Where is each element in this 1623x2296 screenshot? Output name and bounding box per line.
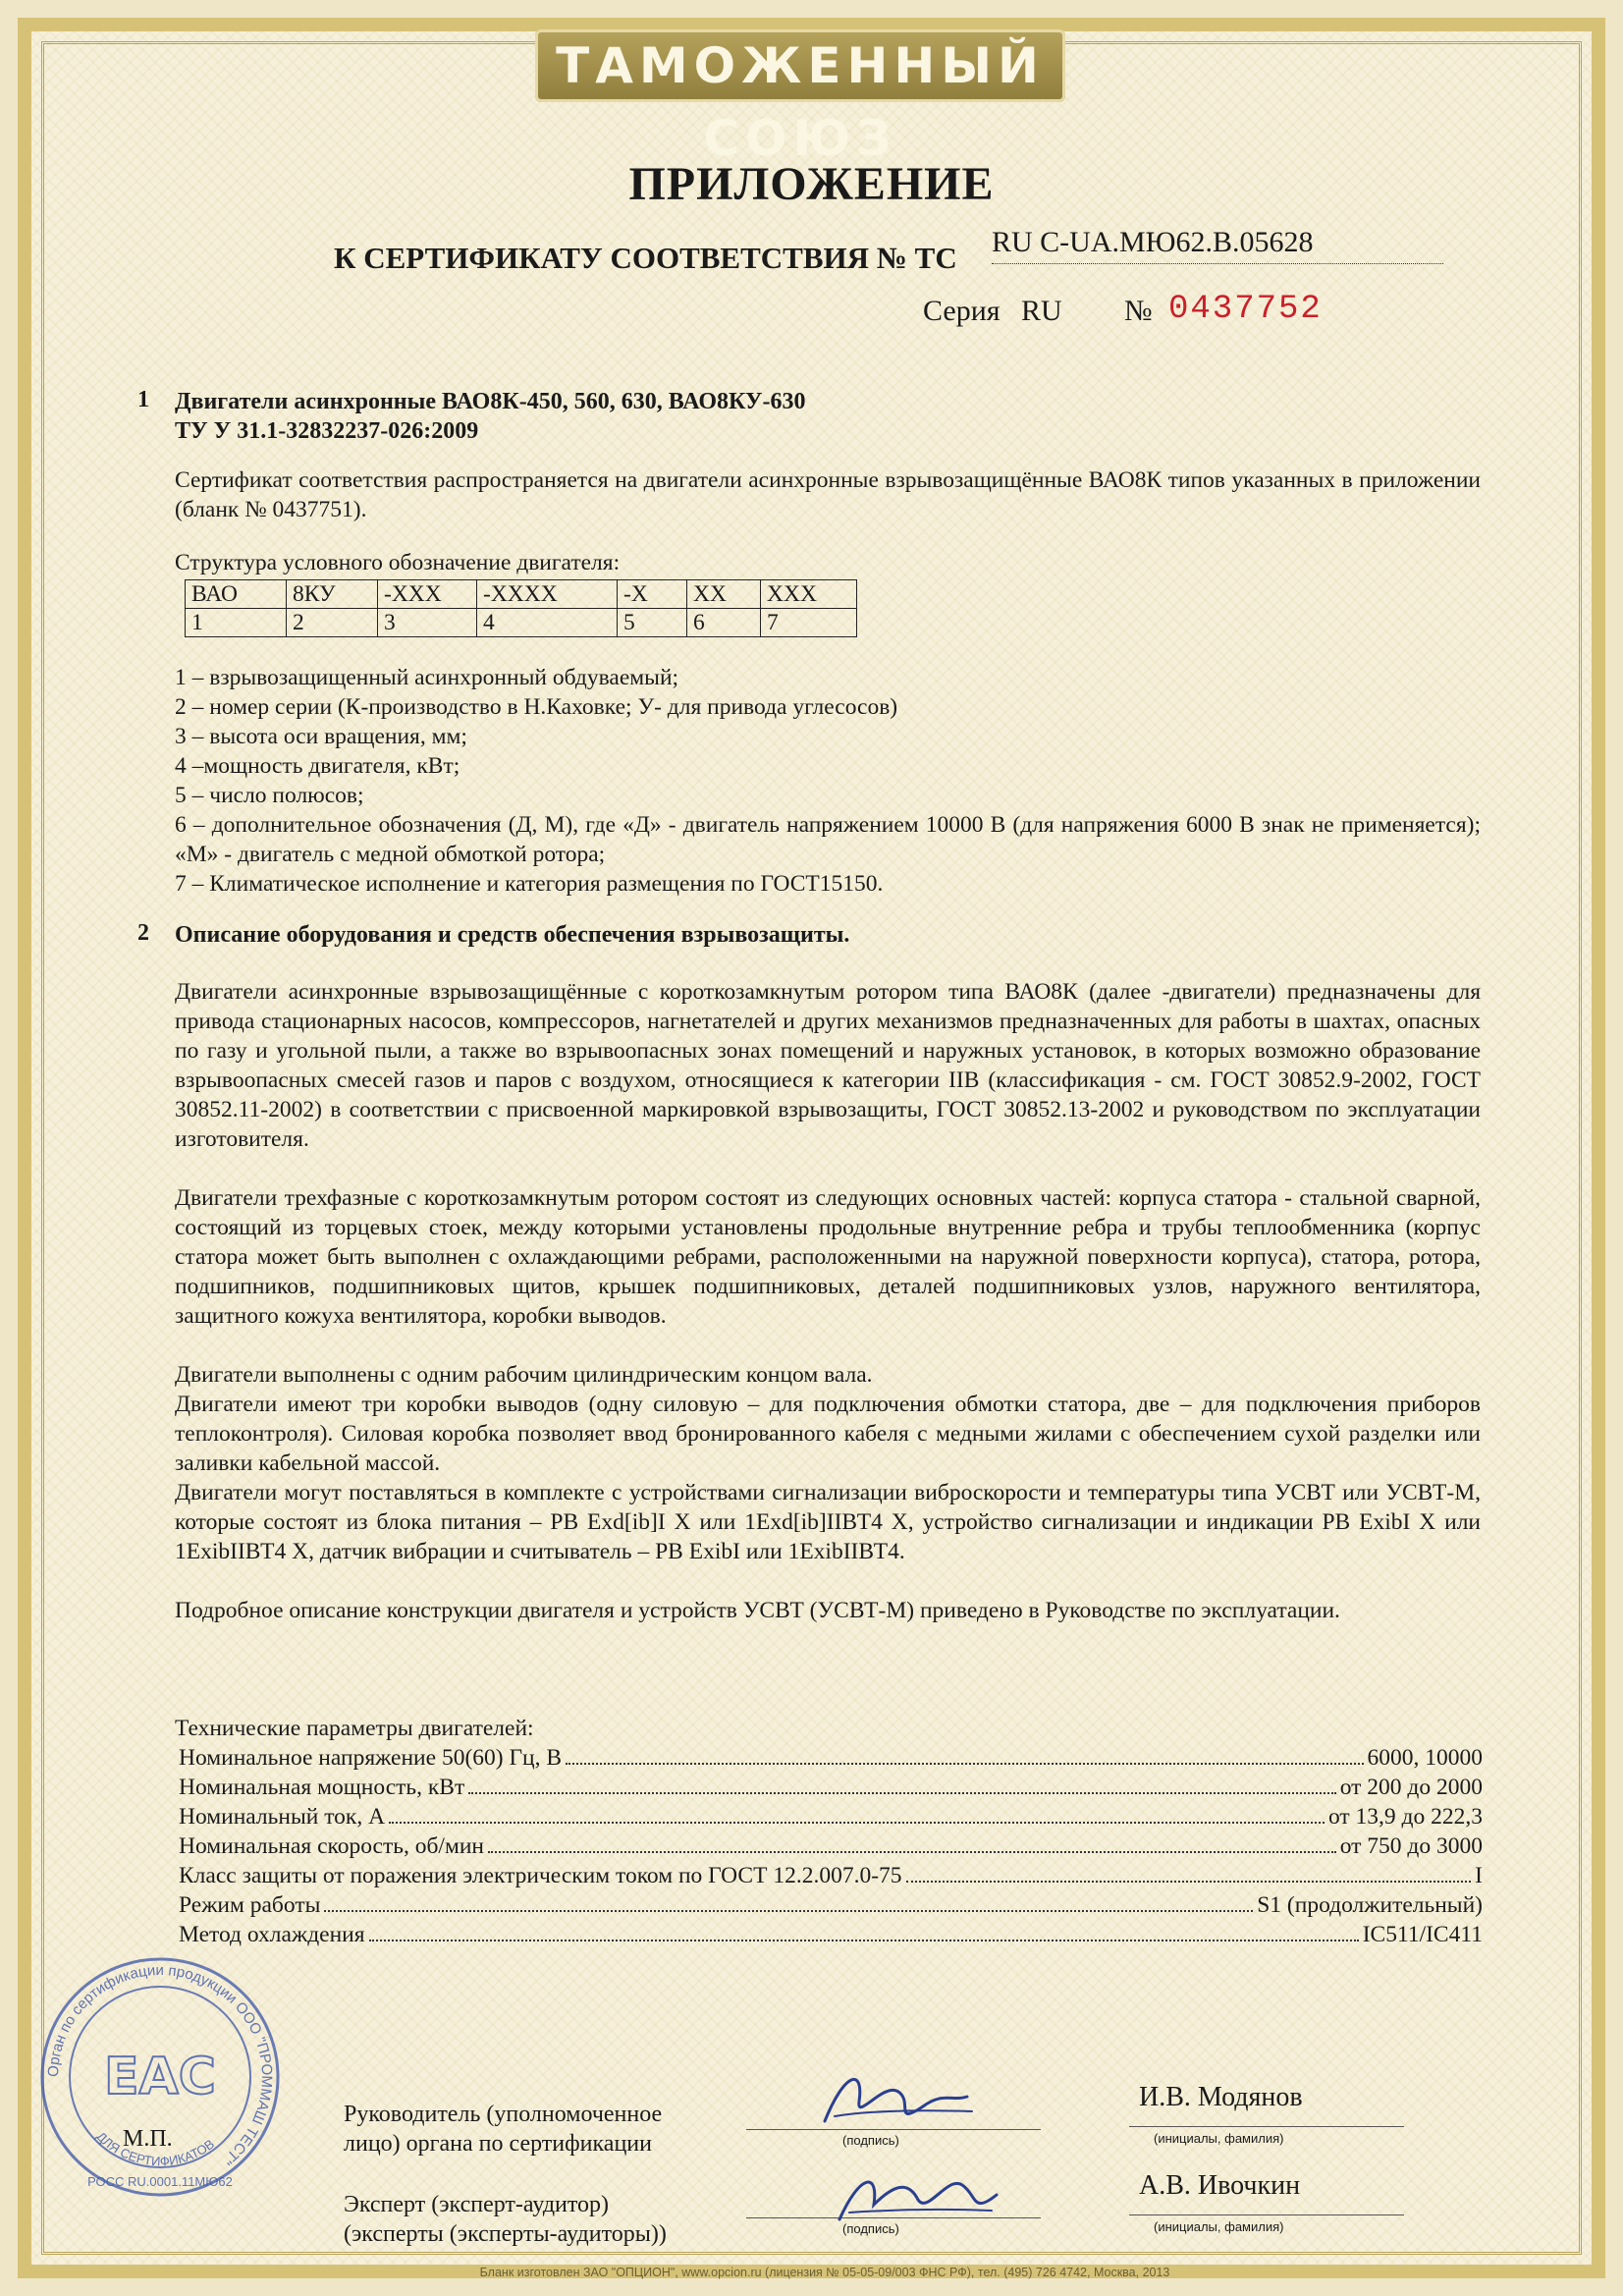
parameter-value: I [1475,1863,1483,1888]
expert-title-line1: Эксперт (эксперт-аудитор) [344,2192,610,2217]
certificate-number: RU C-UA.МЮ62.В.05628 [992,226,1443,264]
head-title-line2: лицо) органа по сертификации [344,2131,652,2157]
expert-title-line2: (эксперты (эксперты-аудиторы)) [344,2221,667,2247]
expert-handwritten-signature [825,2156,1011,2234]
stamp-inner-text: ДЛЯ СЕРТИФИКАТОВ [93,2128,217,2169]
structure-caption: Структура условного обозначение двигателя: [175,550,621,575]
description-paragraph: Двигатели имеют три коробки выводов (одну силовую – для подключения обмотки статора, две – для подключения приборов теплоконтроля). Силовая коробка позволяет ввод бронированного кабеля с медными жилами с обеспечением сухой разделки или заливки кабельной массой. [175,1392,1481,1476]
parameter-row [179,1890,1483,1920]
structure-position-cell: 7 [761,609,857,637]
expert-signature-caption: (подпись) [842,2221,899,2236]
structure-position-cell: 2 [287,609,378,637]
section-1-spec: ТУ У 31.1-32832237-026:2009 [175,418,479,444]
params-caption: Технические параметры двигателей: [175,1716,534,1741]
expert-name-caption: (инициалы, фамилия) [1154,2219,1284,2234]
technical-parameters-list [179,1743,1483,1949]
legend-item: 2 – номер серии (К-производство в Н.Каховке; У- для привода углесосов) [175,694,898,720]
parameter-name: Режим работы [179,1892,321,1918]
parameter-name: Номинальное напряжение 50(60) Гц, В [179,1745,563,1771]
structure-position-cell: 4 [477,609,618,637]
parameter-name: Номинальная мощность, кВт [179,1775,465,1800]
blank-serial-number: 0437752 [1168,291,1323,328]
legend-item: 7 – Климатическое исполнение и категория размещения по ГОСТ15150. [175,871,884,897]
structure-positions-row [186,609,857,637]
legend-item: 5 – число полюсов; [175,783,364,808]
customs-union-banner: ТАМОЖЕННЫЙ СОЮЗ [535,29,1065,102]
head-title-line1: Руководитель (уполномоченное [344,2102,663,2127]
parameter-name: Метод охлаждения [179,1922,365,1947]
expert-name: А.В. Ивочкин [1139,2170,1301,2201]
structure-position-cell: 6 [687,609,761,637]
stamp-outer-text: Орган по сертификации продукции ООО "ПРОММАШ ТЕСТ" [44,1961,276,2168]
parameter-row [179,1920,1483,1949]
description-paragraph: Двигатели асинхронные взрывозащищённые с короткозамкнутым ротором типа ВАО8К (далее -двигатели) предназначены для привода стационарных насосов, компрессоров, нагнетателей и других механизмов предназначенных для работы в шахтах, опасных по газу и угольной пыли, а также во взрывоопасных зонах помещений и наружных установок, в которых возможно образование взрывоопасных смесей газов и паров с воздухом, относящиеся к категории IIВ (классификация - см. ГОСТ 30852.9-2002, ГОСТ 30852.11-2002) в соответствии с присвоенной маркировкой взрывозащиты, ГОСТ 30852.13-2002 и руководством по эксплуатации изготовителя. [175,979,1481,1152]
seal-place-label: М.П. [123,2126,173,2152]
head-name-caption: (инициалы, фамилия) [1154,2131,1284,2146]
head-handwritten-signature [805,2062,992,2141]
dot-leader [389,1822,1325,1824]
section-1-heading: Двигатели асинхронные ВАО8К-450, 560, 630, ВАО8КУ-630 [175,389,806,414]
dot-leader [369,1940,1359,1941]
series-value: RU [1021,295,1062,327]
description-paragraph: Двигатели выполнены с одним рабочим цилиндрическим концом вала. [175,1362,873,1388]
parameter-value: от 200 до 2000 [1339,1775,1483,1800]
section-1-number: 1 [137,387,149,412]
certification-stamp [37,1954,283,2200]
section-1-intro: Сертификат соответствия распространяется на двигатели асинхронные взрывозащищённые ВАО8К типов указанных в приложении (бланк № 0437751). [175,467,1481,522]
structure-code-cell: -Х [618,580,687,609]
designation-structure-table [185,579,857,637]
structure-position-cell: 3 [378,609,477,637]
eac-mark: ЕАС [104,2048,216,2106]
head-name-line [1129,2126,1404,2127]
description-paragraph: Двигатели трехфазные с короткозамкнутым ротором состоят из следующих основных частей: корпуса статора - стальной сварной, состоящий из торцевых стоек, между которыми установлены продольные внутренние ребра и трубы теплообменника (корпус статора может быть выполнен с охлаждающими ребрами, расположенными на наружной поверхности корпуса), статора, ротора, подшипников, подшипниковых щитов, крышек подшипниковых, деталей подшипниковых узлов, наружного вентилятора, защитного кожуха вентилятора, коробки выводов. [175,1185,1481,1329]
dot-leader [566,1763,1363,1765]
parameter-name: Класс защиты от поражения электрическим током по ГОСТ 12.2.007.0-75 [179,1863,902,1888]
structure-codes-row [186,580,857,609]
parameter-value: IC511/IC411 [1362,1922,1483,1947]
parameter-value: от 750 до 3000 [1339,1833,1483,1859]
dot-leader [468,1792,1335,1794]
structure-code-cell: ВАО [186,580,287,609]
expert-name-line [1129,2214,1404,2215]
document-title: ПРИЛОЖЕНИЕ [628,158,995,210]
parameter-value: от 13,9 до 222,3 [1327,1804,1483,1830]
certificate-subtitle: К СЕРТИФИКАТУ СООТВЕТСТВИЯ № ТС [334,241,957,275]
series-label: Серия [923,295,1001,327]
structure-position-cell: 5 [618,609,687,637]
parameter-name: Номинальная скорость, об/мин [179,1833,484,1859]
parameter-row [179,1802,1483,1831]
structure-code-cell: -ХХХ [378,580,477,609]
head-signature-caption: (подпись) [842,2133,899,2148]
structure-code-cell: 8КУ [287,580,378,609]
parameter-row [179,1861,1483,1890]
description-paragraph: Подробное описание конструкции двигателя и устройств УСВТ (УСВТ-М) приведено в Руководстве по эксплуатации. [175,1598,1340,1623]
parameter-value: S1 (продолжительный) [1257,1892,1483,1918]
dot-leader [324,1910,1253,1912]
section-2-heading: Описание оборудования и средств обеспечения взрывозащиты. [175,922,850,948]
parameter-row [179,1743,1483,1773]
printer-footer-note: Бланк изготовлен ЗАО "ОПЦИОН", www.opcion.ru (лицензия № 05-05-09/003 ФНС РФ), тел. (495) 726 4742, Москва, 2013 [479,2266,1170,2279]
structure-code-cell: ХХХ [761,580,857,609]
head-name: И.В. Модянов [1139,2082,1303,2112]
section-2-number: 2 [137,920,149,946]
legend-item: 1 – взрывозащищенный асинхронный обдуваемый; [175,665,679,690]
legend-item: 6 – дополнительное обозначения (Д, М), где «Д» - двигатель напряжением 10000 В (для напряжения 6000 В знак не применяется); «М» - двигатель с медной обмоткой ротора; [175,812,1481,867]
parameter-row [179,1773,1483,1802]
dot-leader [488,1851,1336,1853]
blank-number-label: № [1124,295,1153,327]
structure-code-cell: -ХХХХ [477,580,618,609]
description-paragraph: Двигатели могут поставляться в комплекте с устройствами сигнализации виброскорости и температуры типа УСВТ или УСВТ-М, которые состоят из блока питания – PB Exd[ib]I X или 1Exd[ib]IIВТ4 X, устройство сигнализации и индикации PB ExibI X или 1ExibIIВТ4 X, датчик вибрации и считыватель – PB ExibI или 1ExibIIВТ4. [175,1480,1481,1564]
parameter-value: 6000, 10000 [1367,1745,1483,1771]
parameter-name: Номинальный ток, А [179,1804,386,1830]
legend-item: 4 –мощность двигателя, кВт; [175,753,460,779]
dot-leader [906,1881,1472,1883]
structure-code-cell: ХХ [687,580,761,609]
legend-item: 3 – высота оси вращения, мм; [175,724,467,749]
structure-position-cell: 1 [186,609,287,637]
parameter-row [179,1831,1483,1861]
stamp-registration: РОСС RU.0001.11МЮ62 [87,2174,233,2189]
